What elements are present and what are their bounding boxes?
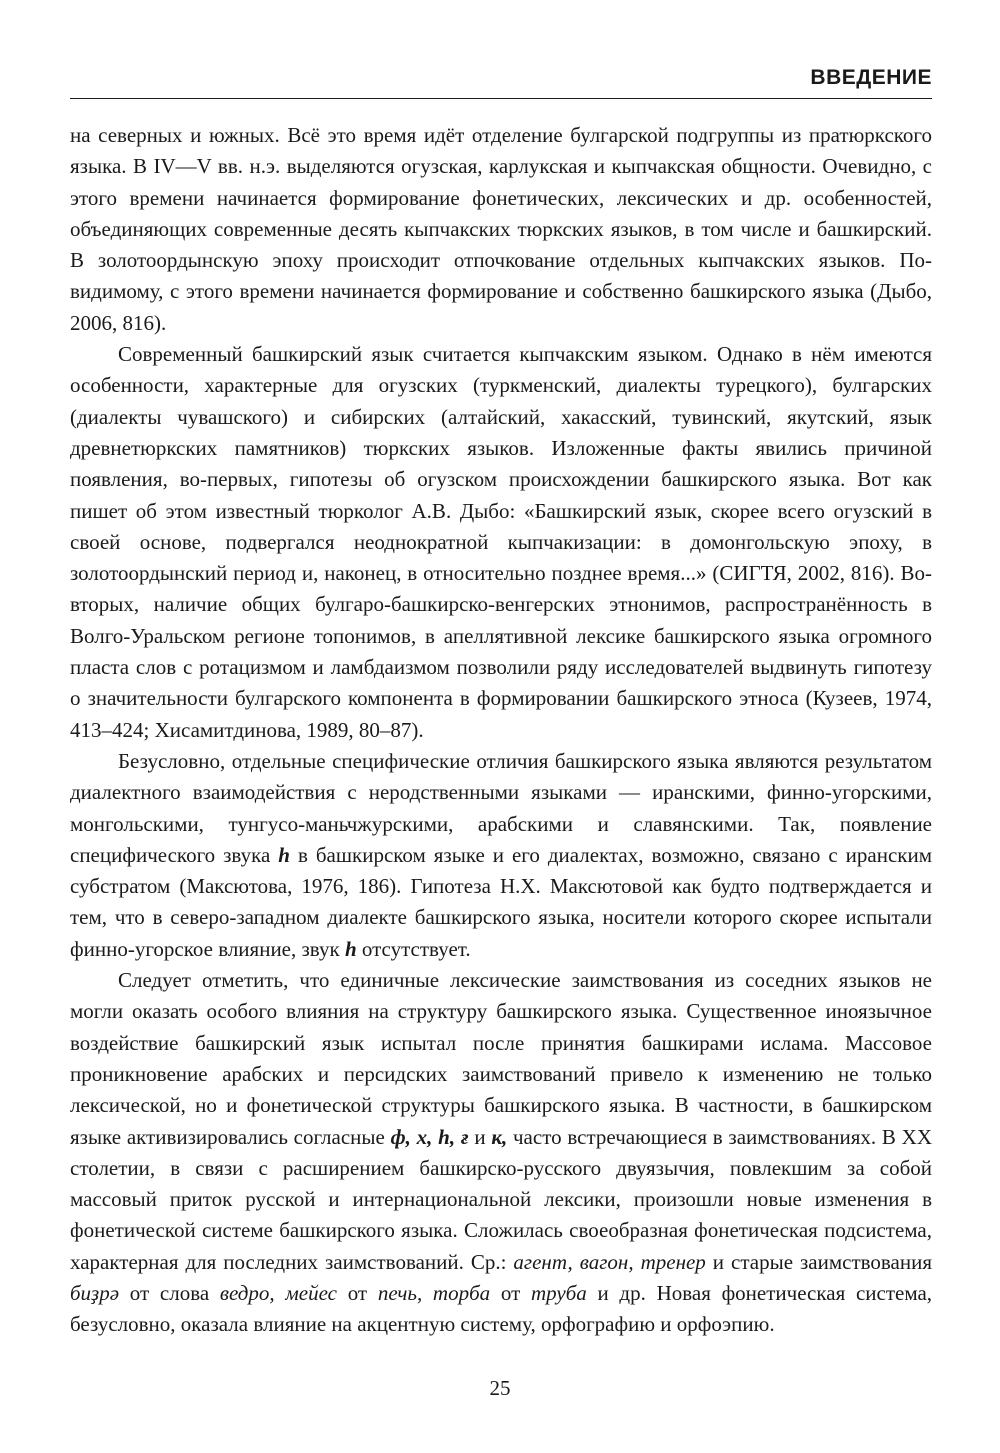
paragraph-4-text: от (500, 1280, 521, 1305)
paragraph-2: Современный башкирский язык считается кыпчакским языком. Однако в нём имеются особенности, характерные для огузских (туркменский, диалекты турецкого), булгарских (диалекты чувашского) и сибирских (алтайский, хакасский, тувинский, якутский, язык древнетюркских памятников) тюркских языков. Изложенные факты явились причиной появления, во-первых, гипотезы об огузском происхождении башкирского языка. Вот как пишет об этом известный тюрколог А.В. Дыбо: «Башкирский язык, скорее всего огузский в своей основе, подвергался неоднократной кыпчакизации: в домонгольскую эпоху, в золотоордынский период и, наконец, в относительно позднее время...» (СИГТЯ, 2002, 816). Во-вторых, наличие общих булгаро-башкирско-венгерских этнонимов, распространённость в Волго-Уральском регионе топонимов, в апеллятивной лексике башкирского языка огромного пласта слов с ротацизмом и ламбдаизмом позволили ряду исследователей выдвинуть гипотезу о значительности булгарского компонента в формировании башкирского этноса (Кузеев, 1974, 413–424; Хисамитдинова, 1989, 80–87). (70, 342, 932, 742)
consonant-k: к, (491, 1124, 508, 1149)
example-word: биҙрә (70, 1280, 120, 1305)
paragraph-4 (70, 965, 932, 1341)
paragraph-4-text: от слова (129, 1280, 210, 1305)
paragraph-1: на северных и южных. Всё это время идёт отделение булгарской подгруппы из пратюркского языка. В IV—V вв. н.э. выделяются огузская, карлукская и кыпчакская общности. Очевидно, с этого времени начинается формирование фонетических, лексических и др. особенностей, объединяющих современные десять кыпчакских тюркских языков, в том числе и башкирский. В золотоордынскую эпоху происходит отпочкование отдельных кыпчакских языков. По-видимому, с этого времени начинается формирование и собственно башкирского языка (Дыбо, 2006, 816). (70, 123, 932, 335)
body-text (70, 120, 932, 1341)
paragraph-4-text: часто встречающиеся в заимствованиях. В XX столетии, в связи с расширением башкирско-русского двуязычия, повлекшим за собой массовый приток русской и интернациональной лексики, произошли новые изменения в фонетической системе башкирского языка. Сложилась своеобразная фонетическая подсистема, характерная для последних заимствований. Ср.: (70, 1124, 933, 1274)
sound-h: h (278, 842, 290, 867)
paragraph-3-text: в башкирском языке и его диалектах, возможно, связано с иранским субстратом (Максютова, 1976, 186). Гипотеза Н.Х. Максютовой как будто подтверждается и тем, что в северо-западном диалекте башкирского языка, носители которого скорее испытали финно-угорское влияние, звук (70, 842, 933, 961)
paragraph-4-text: Следует отметить, что единичные лексические заимствования из соседних языков не могли оказать особого влияния на структуру башкирского языка. Существенное иноязычное воздействие башкирский язык испытал после принятия башкирами ислама. Массовое проникновение арабских и персидских заимствований привело к изменению не только лексической, но и фонетической структуры башкирского языка. В частности, в башкирском языке активизировались согласные (70, 968, 932, 1149)
paragraph-4-text: и старые заимствования (712, 1249, 933, 1274)
consonant-gh: ғ (460, 1124, 469, 1149)
paragraph-4-text: и др. Новая фонетическая система, безусловно, оказала влияние на акцентную систему, орфографию и орфоэпию. (70, 1280, 933, 1337)
paragraph-3-text: Безусловно, отдельные специфические отличия башкирского языка являются результатом диалектного взаимодействия с неродственными языками — иранскими, финно-угорскими, монгольскими, тунгусо-маньчжурскими, арабскими и славянскими. Так, появление специфического звука (70, 748, 932, 867)
paragraph-3 (70, 746, 932, 965)
consonant-kh: х, (416, 1124, 433, 1149)
consonant-f: ф, (390, 1124, 411, 1149)
example-word: труба (530, 1280, 587, 1305)
header-rule (70, 98, 932, 99)
consonant-h: h, (438, 1124, 456, 1149)
paragraph-3-text: отсутствует. (361, 936, 471, 961)
example-word: ведро, мейес (219, 1280, 337, 1305)
sound-h: h (344, 936, 357, 961)
example-words: агент, вагон, тренер (513, 1249, 706, 1274)
page-number: 25 (489, 1376, 511, 1400)
paragraph-4-text: от (347, 1280, 368, 1305)
example-word: печь, торба (377, 1280, 491, 1305)
running-header: ВВЕДЕНИЕ (810, 66, 932, 89)
conjunction: и (474, 1124, 486, 1149)
